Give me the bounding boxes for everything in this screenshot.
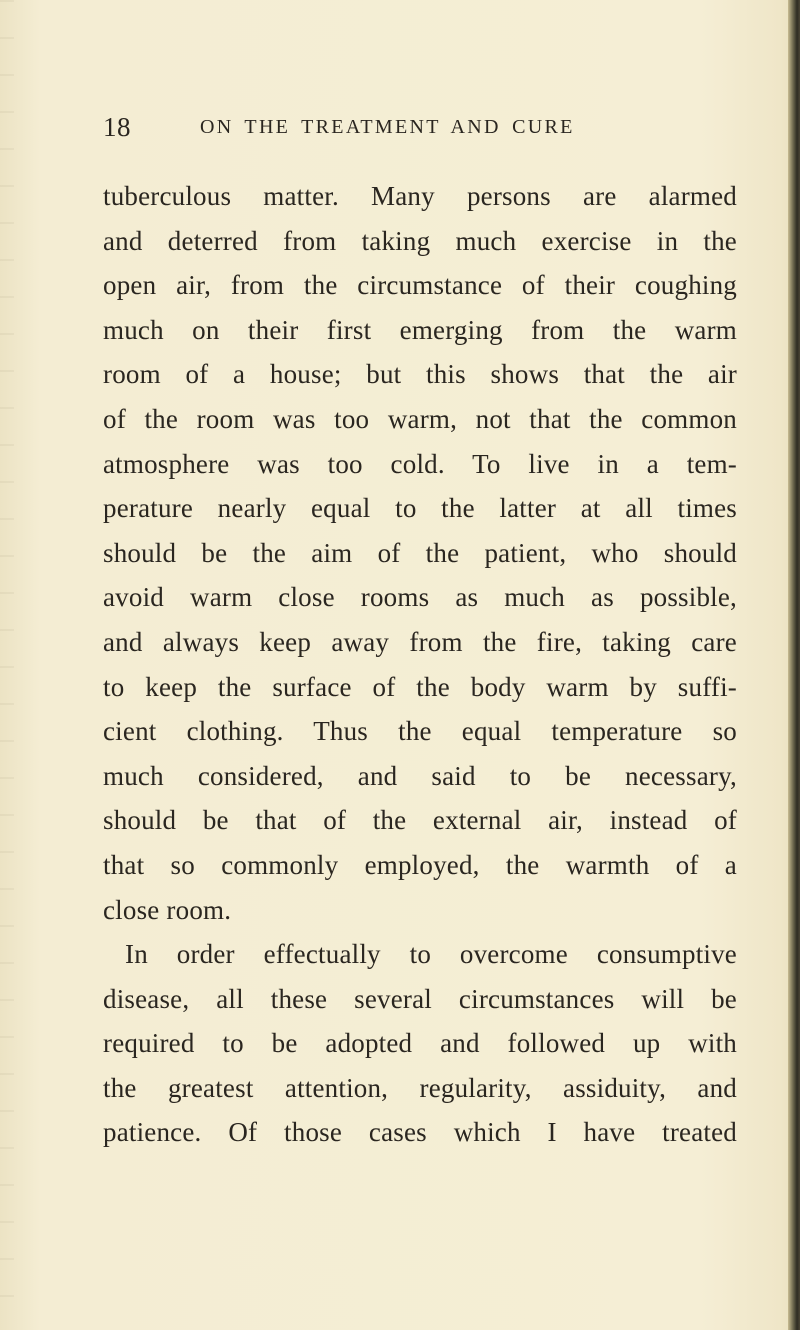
text-line: that so commonly employed, the warmth of a xyxy=(103,849,737,880)
text-line: open air, from the circumstance of their coughing xyxy=(103,270,737,301)
page-binding-edge xyxy=(788,0,800,1330)
paragraph-first-line: In order effectually to overcome consumptive xyxy=(125,939,737,970)
text-line: and always keep away from the fire, taking care xyxy=(103,626,737,657)
paragraph-end-line: close room. xyxy=(103,894,232,925)
text-line: tuberculous matter. Many persons are alarmed xyxy=(103,181,737,211)
text-line: perature nearly equal to the latter at all times xyxy=(103,493,737,524)
body-text xyxy=(103,174,737,1155)
text-line: much considered, and said to be necessary, xyxy=(103,760,737,791)
text-line: avoid warm close rooms as much as possible, xyxy=(103,582,737,613)
text-line: much on their first emerging from the warm xyxy=(103,314,737,345)
text-line: cient clothing. Thus the equal temperature so xyxy=(103,716,737,747)
text-line: should be that of the external air, instead of xyxy=(103,805,737,836)
text-line: should be the aim of the patient, who should xyxy=(103,537,737,568)
page-number: 18 xyxy=(103,112,131,142)
page-gutter-shadow xyxy=(0,0,14,1330)
text-line: and deterred from taking much exercise in the xyxy=(103,225,737,256)
text-line: of the room was too warm, not that the common xyxy=(103,403,737,434)
text-line: to keep the surface of the body warm by suffi- xyxy=(103,671,737,702)
running-title: ON THE TREATMENT AND CURE xyxy=(200,116,575,138)
text-line: patience. Of those cases which I have treated xyxy=(103,1117,737,1148)
text-line: atmosphere was too cold. To live in a tem- xyxy=(103,448,737,479)
text-line: disease, all these several circumstances will be xyxy=(103,983,737,1014)
running-head xyxy=(103,112,663,146)
text-line: the greatest attention, regularity, assiduity, and xyxy=(103,1072,737,1103)
text-line: room of a house; but this shows that the air xyxy=(103,359,737,390)
text-line: required to be adopted and followed up with xyxy=(103,1028,737,1059)
